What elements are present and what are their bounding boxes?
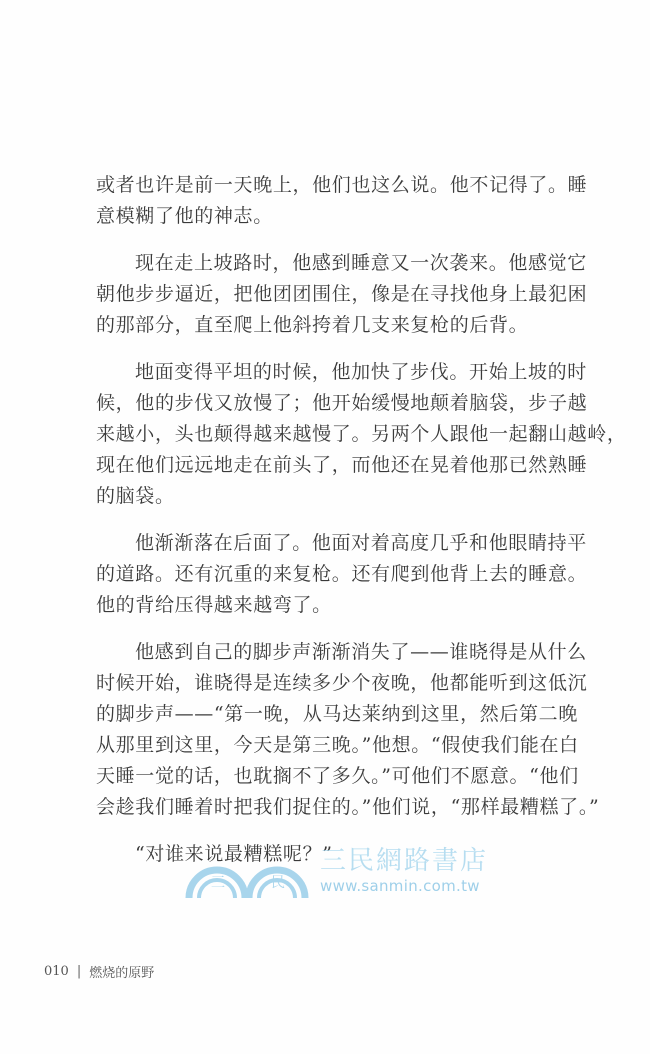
text-line: 的道路。还有沉重的来复枪。还有爬到他背上去的睡意。	[96, 563, 588, 585]
text-line: 会趁我们睡着时把我们捉住的。”他们说，“那样最糟糕了。”	[96, 796, 600, 818]
text-line: 朝他步步逼近，把他团团围住，像是在寻找他身上最犯困	[96, 283, 588, 305]
text-line: 候，他的步伐又放慢了；他开始缓慢地颠着脑袋，步子越	[96, 392, 588, 414]
text-line: 的脑袋。	[96, 485, 175, 507]
watermark-char-left: 三	[211, 875, 225, 891]
footer-separator: |	[76, 964, 82, 979]
book-title: 燃烧的原野	[89, 966, 155, 981]
text-line: 他感到自己的脚步声渐渐消失了——谁晓得是从什么	[135, 641, 587, 663]
text-line: 天睡一觉的话，也耽搁不了多久。”可他们不愿意。“他们	[96, 765, 579, 787]
paragraph-3	[96, 357, 627, 512]
text-line: 的那部分，直至爬上他斜挎着几支来复枪的后背。	[96, 314, 529, 336]
text-line: 来越小，头也颠得越来越慢了。另两个人跟他一起翻山越岭，	[96, 423, 627, 445]
paragraph-5	[96, 637, 600, 823]
paragraph-1	[96, 170, 588, 232]
paragraph-2	[96, 248, 588, 341]
text-line: 时候开始，谁晓得是连续多少个夜晚，他都能听到这低沉	[96, 672, 588, 694]
text-line: 现在走上坡路时，他感到睡意又一次袭来。他感觉它	[135, 252, 587, 274]
text-line: “对谁来说最糟糕呢？”	[135, 843, 333, 865]
page-number: 010	[44, 964, 69, 979]
page-footer	[44, 962, 154, 981]
watermark-url: www.sanmin.com.tw	[320, 877, 480, 895]
text-line: 现在他们远远地走在前头了，而他还在晃着他那已然熟睡	[96, 454, 588, 476]
text-line: 他渐渐落在后面了。他面对着高度几乎和他眼睛持平	[135, 532, 587, 554]
paragraph-4	[96, 528, 588, 621]
text-line: 从那里到这里，今天是第三晚。”他想。“假使我们能在白	[96, 734, 579, 756]
paragraph-6	[96, 839, 572, 870]
text-line: 或者也许是前一天晚上，他们也这么说。他不记得了。睡	[96, 174, 588, 196]
text-line: 意模糊了他的神志。	[96, 205, 273, 227]
body-text	[96, 170, 627, 886]
text-line: 地面变得平坦的时候，他加快了步伐。开始上坡的时	[135, 361, 587, 383]
watermark-title: 三民網路書店	[320, 846, 489, 876]
watermark-char-right: 民	[271, 875, 285, 891]
text-line: 他的背给压得越来越弯了。	[96, 594, 332, 616]
text-line: 的脚步声——“第一晚，从马达莱纳到这里，然后第二晚	[96, 703, 578, 725]
